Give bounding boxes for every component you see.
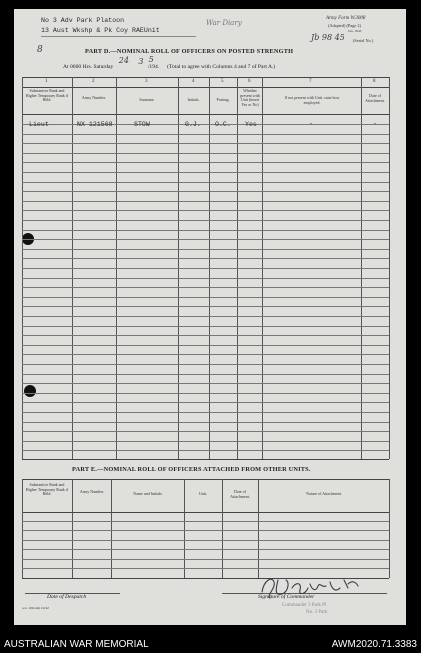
ruled-row-line (22, 450, 389, 451)
serial-label: (Serial No.) (353, 38, 374, 43)
col-header-employment: If not present with Unit, state how employed. (284, 95, 340, 105)
ruled-row-line (22, 287, 389, 288)
col-header-attachment-date: Date of Attachment. (365, 93, 385, 103)
serial-number: Jb 98 45 (311, 33, 345, 42)
ruled-row-line (22, 383, 389, 384)
ruled-row-line (22, 143, 389, 144)
col-num-2: 2 (92, 79, 95, 84)
entry-initials: G.J. (185, 121, 201, 128)
ruled-row-line (22, 172, 389, 173)
ruled-row-line (22, 345, 389, 346)
ruled-row-line (22, 521, 389, 522)
entry-employment: - (309, 120, 313, 127)
despatch-label: Date of Despatch (47, 594, 87, 600)
ruled-row-line (22, 568, 389, 569)
unit-underline (41, 36, 196, 37)
col-num-4: 4 (192, 79, 195, 84)
ruled-row-line (22, 134, 389, 135)
ruled-row-line (22, 162, 389, 163)
ruled-row-line (22, 431, 389, 432)
e-col-header-name: Name and Initials. (133, 491, 163, 496)
form-number: Army Form W.3008 (326, 16, 366, 21)
col-num-5: 5 (221, 79, 224, 84)
ruled-row-line (22, 278, 389, 279)
year-digit: 5 (148, 55, 154, 64)
col-num-3: 3 (145, 79, 148, 84)
ruled-row-line (22, 268, 389, 269)
col-num-1: 1 (45, 79, 48, 84)
entry-army-number: NX 121568 (77, 121, 113, 128)
col-header-initials: Initials. (187, 97, 200, 102)
punch-hole-bottom (24, 385, 36, 397)
war-diary-stamp: War Diary (206, 19, 242, 27)
ruled-row-line (22, 153, 389, 154)
printer-mark: a.w. 10m 4m 10/42 (22, 606, 49, 610)
caption-right: AWM2020.71.3383 (331, 639, 417, 650)
entry-rank: Lieut (29, 121, 49, 128)
ruled-row-line (22, 530, 389, 531)
ruled-row-line (22, 230, 389, 231)
entry-posting: O.C. (215, 121, 231, 128)
col-header-rank: Substantive Rank and Higher Temporary Rank if Held. (25, 88, 69, 103)
commander-signature (252, 574, 372, 602)
commander-stamp-line-1: Commander 3 Park Pl (282, 603, 327, 608)
ruled-row-line (22, 412, 389, 413)
ruled-row-line (22, 335, 389, 336)
col-num-8: 8 (373, 79, 376, 84)
entry-present: Yes (245, 121, 257, 128)
date-month: 3 (138, 57, 144, 66)
e-col-header-nature: Nature of Attachment. (306, 491, 342, 496)
ruled-row-line (22, 297, 389, 298)
form-edition: Jan. 1943 (348, 29, 362, 33)
caption-left: AUSTRALIAN WAR MEMORIAL (4, 639, 149, 650)
ruled-row-line (22, 441, 389, 442)
ruled-row-line (22, 210, 389, 211)
ruled-row-line (22, 239, 389, 240)
date-day: 24 (118, 56, 129, 65)
e-col-header-date: Date of Attachment. (230, 489, 250, 499)
ruled-row-line (22, 354, 389, 355)
ruled-row-line (22, 393, 389, 394)
ruled-row-line (22, 306, 389, 307)
col-header-surname: Surname. (139, 97, 155, 102)
ruled-row-line (22, 258, 389, 259)
entry-attachment-date: - (373, 120, 377, 127)
ruled-row-line (22, 540, 389, 541)
ruled-row-line (22, 182, 389, 183)
col-header-present: Whether present with Unit (insert Yes or No) (240, 88, 260, 107)
part-d-title: PART D.—NOMINAL ROLL OF OFFICERS ON POSTED STRENGTH (85, 48, 294, 55)
e-col-header-unit: Unit. (198, 491, 208, 496)
e-col-header-army-number: Army Number. (79, 489, 105, 494)
mark-handwritten: 8 (37, 45, 43, 55)
entry-surname: STOW (134, 121, 150, 128)
year-printed: /194. (147, 64, 160, 70)
col-num-7: 7 (309, 79, 312, 84)
ruled-row-line (22, 249, 389, 250)
col-num-6: 6 (248, 79, 251, 84)
ruled-row-line (22, 364, 389, 365)
commander-stamp-line-2: No. 3 Park (306, 610, 328, 615)
ruled-row-line (22, 326, 389, 327)
ruled-row-line (22, 402, 389, 403)
e-col-header-rank: Substantive Rank and Higher Temporary Rank if Held. (25, 482, 69, 497)
part-d-at-line (63, 55, 276, 70)
unit-line-2: 13 Aust Wkshp & Pk Coy RAEUnit (41, 27, 160, 34)
col-header-army-number: Army Number. (81, 95, 107, 100)
ruled-row-line (22, 374, 389, 375)
ruled-row-line (22, 316, 389, 317)
ruled-row-line (22, 549, 389, 550)
ruled-row-line (22, 201, 389, 202)
col-header-posting: Posting. (216, 97, 230, 102)
at-line-suffix: (Total to agree with Columns 4 and 7 of Part A.) (167, 64, 276, 70)
part-e-title: PART E.—NOMINAL ROLL OF OFFICERS ATTACHED FROM OTHER UNITS. (72, 466, 311, 473)
form-adapted: (Adapted) (Page 2) (328, 23, 361, 28)
ruled-row-line (22, 559, 389, 560)
at-line-prefix: At 0600 Hrs. Saturday (63, 64, 114, 70)
unit-line-1: No 3 Adv Park Platoon (41, 17, 125, 24)
ruled-row-line (22, 220, 389, 221)
signature-label: Signature of Commander (258, 594, 315, 600)
ruled-row-line (22, 422, 389, 423)
ruled-row-line (22, 191, 389, 192)
